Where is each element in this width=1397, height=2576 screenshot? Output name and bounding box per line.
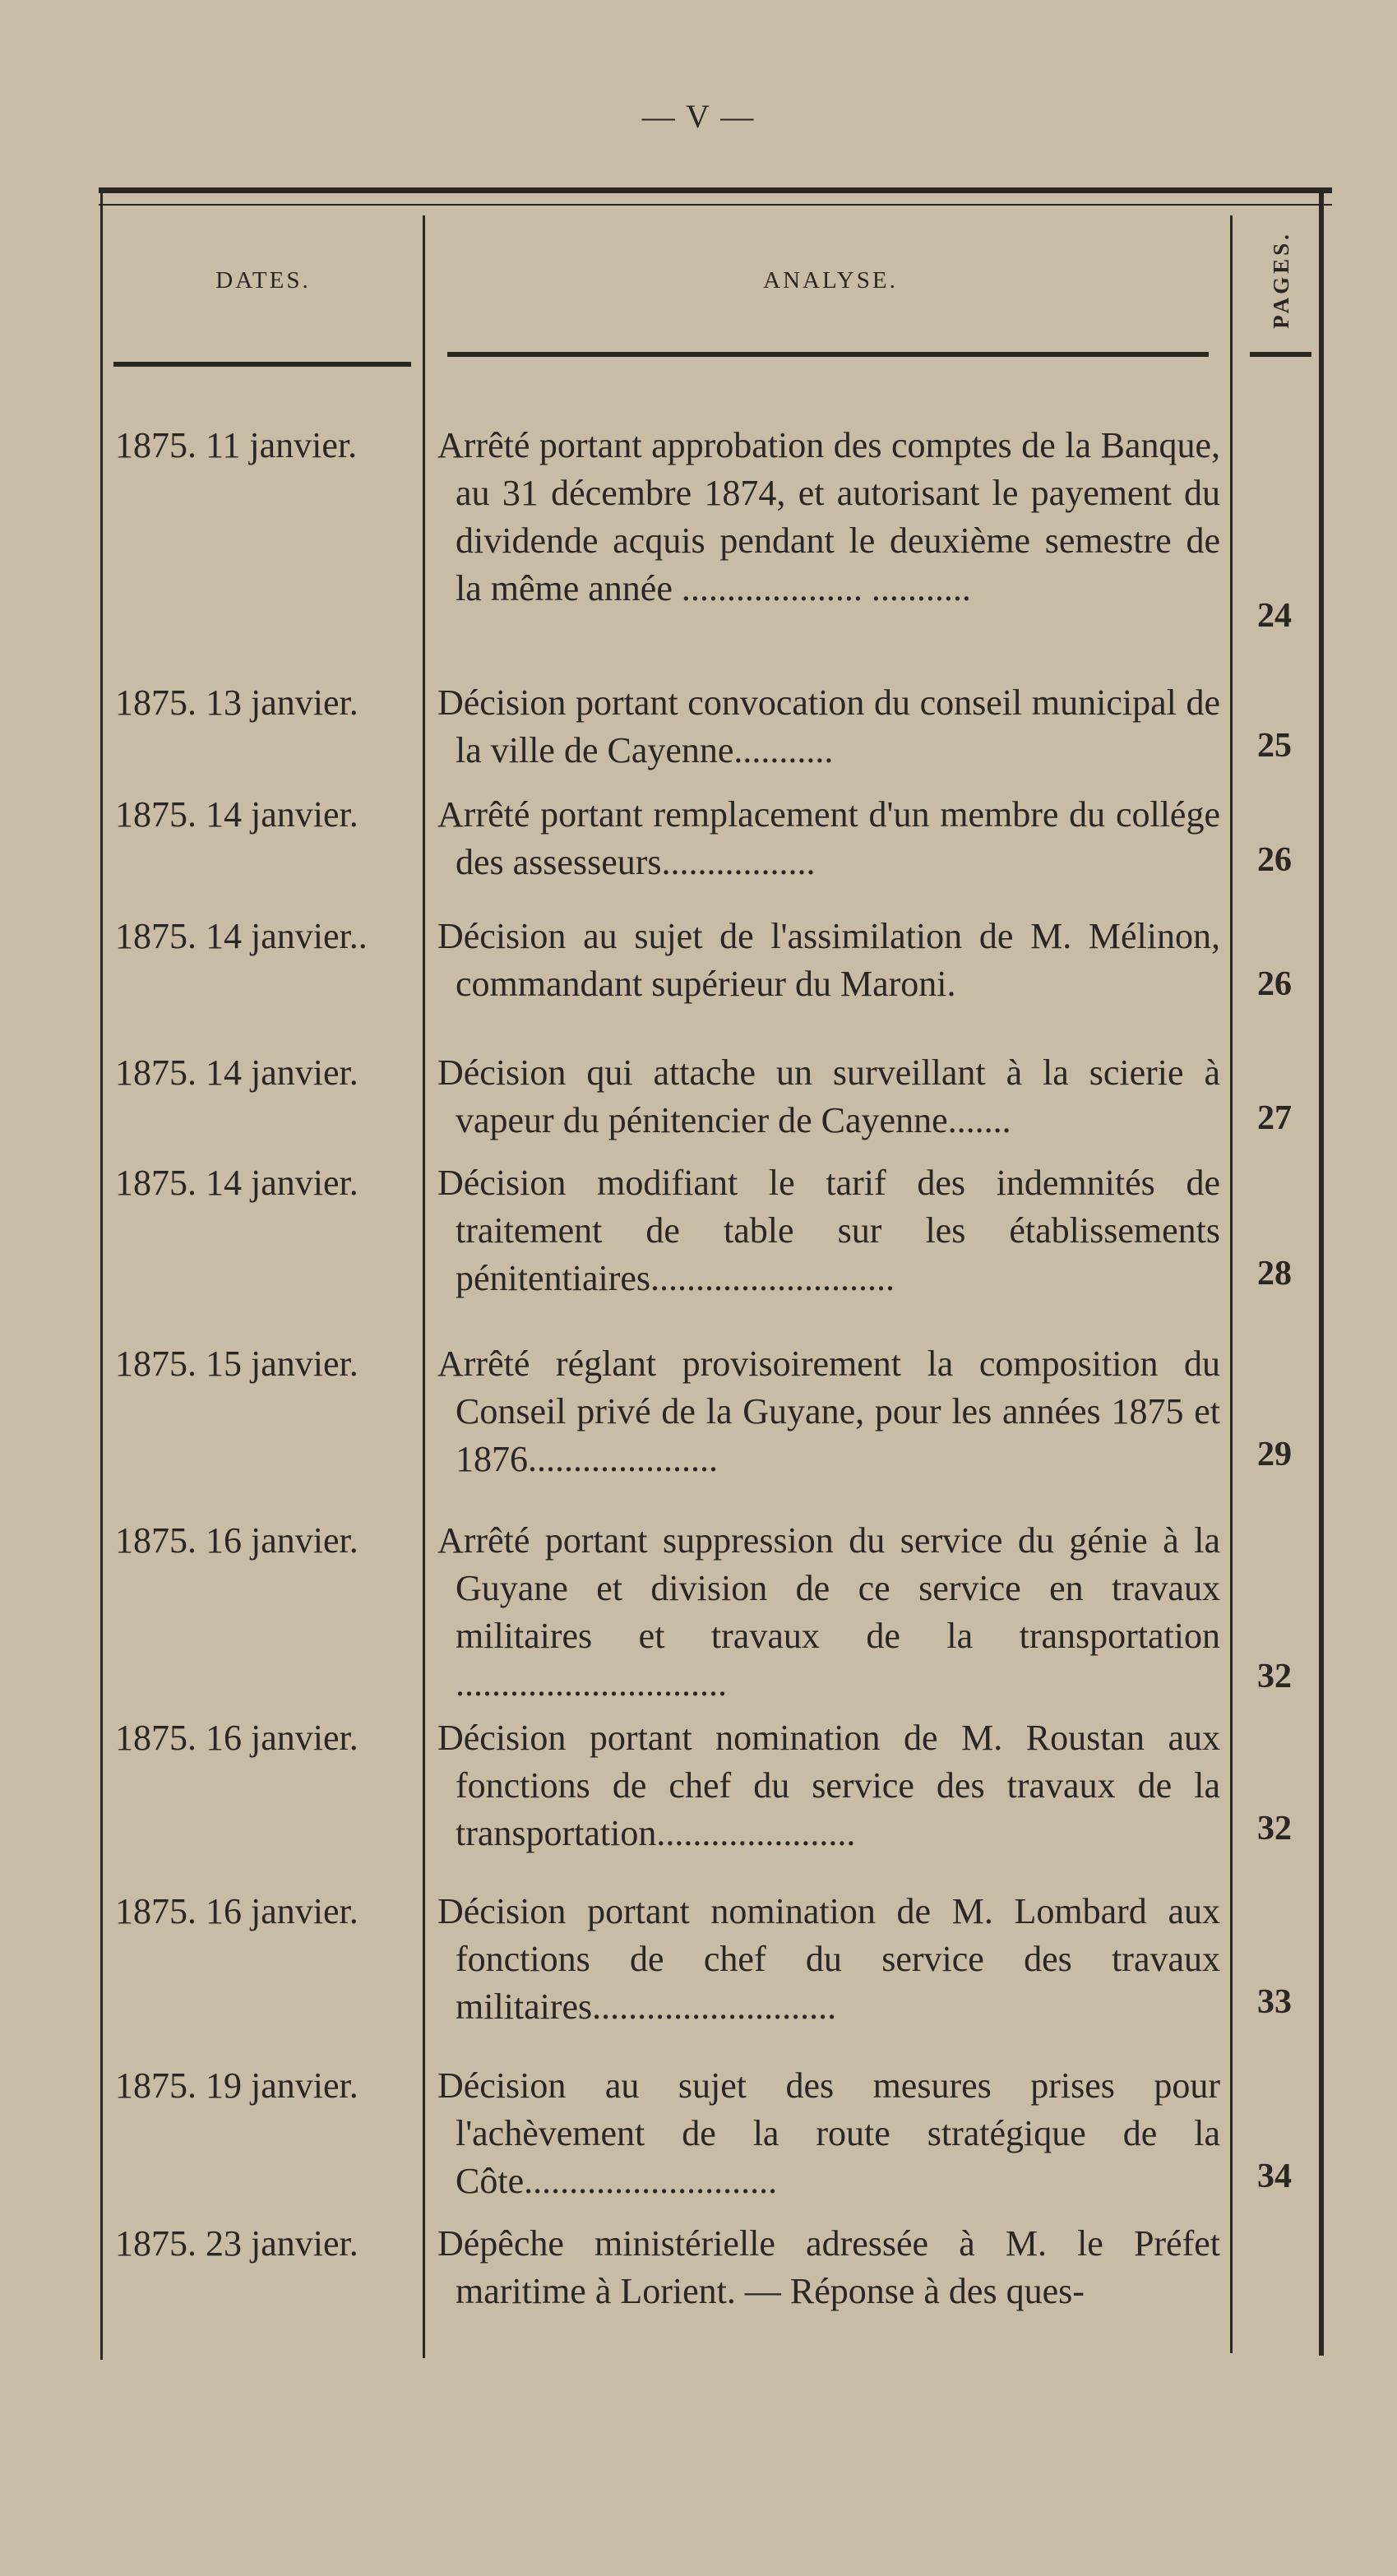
entry-page: 25 bbox=[1257, 727, 1292, 765]
entry-date: 1875. 15 janvier. bbox=[115, 1343, 359, 1384]
entry-analysis: Arrêté portant remplacement d'un membre du collége des assesseurs................. bbox=[437, 794, 1220, 882]
entry-page: 33 bbox=[1257, 1983, 1292, 2021]
entry-date: 1875. 14 janvier. bbox=[115, 794, 359, 835]
entry-analysis: Décision portant nomination de M. Lombard aux fonctions de chef du service des travaux militaires........................... bbox=[437, 1891, 1220, 2027]
entry-analysis: Arrêté réglant provisoirement la composition du Conseil privé de la Guyane, pour les années 1875 et 1876..................... bbox=[437, 1343, 1220, 1479]
entry-date: 1875. 14 janvier. bbox=[115, 1163, 359, 1203]
entry-page: 32 bbox=[1257, 1810, 1292, 1848]
entry-analysis: Décision portant convocation du conseil municipal de la ville de Cayenne........... bbox=[437, 682, 1220, 770]
entry-date: 1875. 23 janvier. bbox=[115, 2223, 359, 2264]
entry-date: 1875. 14 janvier. bbox=[115, 1052, 359, 1093]
page-number: — V — bbox=[641, 98, 756, 135]
entry-analysis: Décision portant nomination de M. Roustan aux fonctions de chef du service des travaux de la transportation...................... bbox=[437, 1718, 1220, 1853]
table-top-rule-thin bbox=[99, 204, 1332, 206]
table-right-border bbox=[1319, 193, 1324, 2356]
header-rule-pages bbox=[1250, 352, 1311, 357]
entry-page: 29 bbox=[1257, 1436, 1292, 1473]
column-divider-analyse bbox=[1230, 215, 1233, 2353]
entry-analysis: Dépêche ministérielle adressée à M. le Préfet maritime à Lorient. — Réponse à des ques- bbox=[437, 2223, 1220, 2311]
entry-date: 1875. 16 janvier. bbox=[115, 1718, 359, 1758]
entry-analysis: Décision modifiant le tarif des indemnités de traitement de table sur les établissements pénitentiaires........................... bbox=[437, 1163, 1220, 1298]
header-dates: DATES. bbox=[215, 267, 311, 294]
entry-date: 1875. 19 janvier. bbox=[115, 2065, 359, 2106]
entry-analysis: Décision au sujet de l'assimilation de M. Mélinon, commandant supérieur du Maroni. bbox=[437, 916, 1220, 1004]
header-rule-analyse bbox=[447, 352, 1209, 357]
table-top-rule bbox=[99, 187, 1332, 193]
entry-analysis: Arrêté portant suppression du service du génie à la Guyane et division de ce service en travaux militaires et travaux de la transportation .............................. bbox=[437, 1520, 1220, 1704]
entry-page: 32 bbox=[1257, 1658, 1292, 1695]
entry-analysis: Décision au sujet des mesures prises pour l'achèvement de la route stratégique de la Côte............................ bbox=[437, 2065, 1220, 2201]
entry-page: 34 bbox=[1257, 2157, 1292, 2195]
entry-date: 1875. 16 janvier. bbox=[115, 1891, 359, 1931]
entry-page: 26 bbox=[1257, 841, 1292, 879]
entry-page: 27 bbox=[1257, 1099, 1292, 1137]
header-analyse: ANALYSE. bbox=[763, 267, 898, 294]
column-divider-dates bbox=[423, 215, 425, 2358]
entry-analysis: Décision qui attache un surveillant à la scierie à vapeur du pénitencier de Cayenne....... bbox=[437, 1052, 1220, 1140]
entry-page: 26 bbox=[1257, 965, 1292, 1003]
header-pages: PAGES. bbox=[1268, 230, 1293, 329]
entry-page: 24 bbox=[1257, 597, 1292, 635]
header-rule-dates bbox=[113, 362, 411, 367]
entry-page: 28 bbox=[1257, 1255, 1292, 1293]
entry-date: 1875. 14 janvier.. bbox=[115, 916, 368, 956]
entry-date: 1875. 11 janvier. bbox=[115, 425, 358, 465]
entry-date: 1875. 13 janvier. bbox=[115, 682, 359, 723]
entry-analysis: Arrêté portant approbation des comptes de la Banque, au 31 décembre 1874, et autorisant le payement du dividende acquis pendant le deuxième semestre de la même année .................... ........... bbox=[437, 425, 1220, 608]
entry-date: 1875. 16 janvier. bbox=[115, 1520, 359, 1561]
table-left-border bbox=[100, 193, 103, 2360]
